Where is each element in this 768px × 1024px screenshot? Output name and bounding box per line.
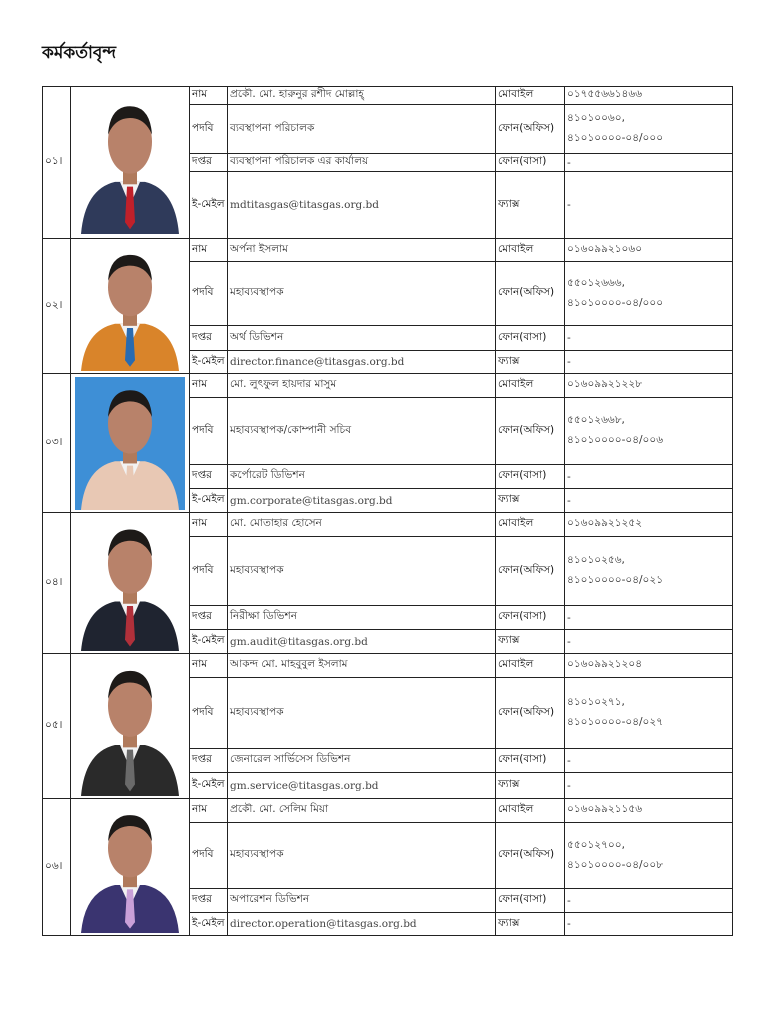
officer-row-name — [43, 239, 733, 262]
officer-mobile: ০১৬০৯৯২১২০৪ — [565, 654, 733, 678]
officer-phone-office — [565, 537, 733, 606]
officer-phone-office — [565, 105, 733, 154]
officer-email[interactable]: gm.audit@titasgas.org.bd — [228, 630, 496, 654]
officer-office: জেনারেল সার্ভিসেস ডিভিশন — [228, 749, 496, 773]
designation-label: পদবি — [190, 678, 228, 749]
phone-home-label: ফোন(বাসা) — [496, 465, 565, 489]
officer-email[interactable]: mdtitasgas@titasgas.org.bd — [228, 172, 496, 239]
officer-designation: ব্যবস্থাপনা পরিচালক — [228, 105, 496, 154]
officer-serial: ০১। — [43, 87, 71, 239]
office-label: দপ্তর — [190, 749, 228, 773]
officer-phone-home: - — [565, 606, 733, 630]
officer-row-name — [43, 654, 733, 678]
fax-label: ফ্যাক্স — [496, 489, 565, 513]
officer-portrait-image — [75, 242, 185, 371]
officer-photo — [71, 513, 190, 654]
officer-office: ব্যবস্থাপনা পরিচালক এর কার্যালয় — [228, 154, 496, 172]
officer-designation: মহাব্যবস্থাপক — [228, 537, 496, 606]
phone-home-label: ফোন(বাসা) — [496, 889, 565, 913]
designation-label: পদবি — [190, 537, 228, 606]
name-label: নাম — [190, 654, 228, 678]
officer-phone-office-line-1: ৪১০১০২৫৬, — [567, 554, 625, 567]
phone-home-label: ফোন(বাসা) — [496, 326, 565, 351]
email-label: ই-মেইল — [190, 913, 228, 936]
email-label: ই-মেইল — [190, 630, 228, 654]
officer-row-name — [43, 87, 733, 105]
officer-fax: - — [565, 351, 733, 374]
officer-serial: ০৫। — [43, 654, 71, 799]
officer-phone-office-line-1: ৫৫০১২৬৬৬, — [567, 276, 625, 289]
officer-fax: - — [565, 489, 733, 513]
officer-portrait-image — [75, 657, 185, 796]
officer-photo — [71, 799, 190, 936]
officer-photo — [71, 239, 190, 374]
officer-serial: ০৪। — [43, 513, 71, 654]
office-label: দপ্তর — [190, 154, 228, 172]
mobile-label: মোবাইল — [496, 87, 565, 105]
officer-serial: ০৬। — [43, 799, 71, 936]
fax-label: ফ্যাক্স — [496, 630, 565, 654]
phone-office-label: ফোন(অফিস) — [496, 823, 565, 889]
office-label: দপ্তর — [190, 606, 228, 630]
officer-phone-office-line-2: ৪১০১০০০০-০৪/০২১ — [567, 574, 664, 586]
name-label: নাম — [190, 799, 228, 823]
designation-label: পদবি — [190, 398, 228, 465]
officer-phone-office — [565, 398, 733, 465]
phone-office-label: ফোন(অফিস) — [496, 537, 565, 606]
officer-name: অর্পনা ইসলাম — [228, 239, 496, 262]
mobile-label: মোবাইল — [496, 374, 565, 398]
officer-portrait-image — [75, 377, 185, 510]
officer-portrait-image — [75, 802, 185, 933]
officer-photo — [71, 374, 190, 513]
name-label: নাম — [190, 87, 228, 105]
officers-table-body — [43, 87, 733, 936]
officer-name: আকন্দ মো. মাহবুবুল ইসলাম — [228, 654, 496, 678]
email-label: ই-মেইল — [190, 773, 228, 799]
officer-row-name — [43, 374, 733, 398]
phone-office-label: ফোন(অফিস) — [496, 398, 565, 465]
officer-name: মো. লুৎফুল হায়দার মাসুম — [228, 374, 496, 398]
officer-phone-office-line-1: ৫৫০১২৭০০, — [567, 838, 625, 851]
name-label: নাম — [190, 513, 228, 537]
officer-email[interactable]: director.finance@titasgas.org.bd — [228, 351, 496, 374]
officer-phone-office-line-1: ৪১০১০০৬০, — [567, 112, 625, 125]
officer-row-name — [43, 799, 733, 823]
mobile-label: মোবাইল — [496, 654, 565, 678]
designation-label: পদবি — [190, 823, 228, 889]
fax-label: ফ্যাক্স — [496, 913, 565, 936]
officer-email[interactable]: gm.corporate@titasgas.org.bd — [228, 489, 496, 513]
officer-designation: মহাব্যবস্থাপক/কোম্পানী সচিব — [228, 398, 496, 465]
office-label: দপ্তর — [190, 326, 228, 351]
officer-mobile: ০১৭৫৫৬৬১৪৬৬ — [565, 87, 733, 105]
mobile-label: মোবাইল — [496, 513, 565, 537]
phone-home-label: ফোন(বাসা) — [496, 749, 565, 773]
officer-name: মো. মোতাহার হোসেন — [228, 513, 496, 537]
officer-phone-office-line-2: ৪১০১০০০০-০৪/০০০ — [567, 296, 664, 309]
officer-serial: ০২। — [43, 239, 71, 374]
phone-home-label: ফোন(বাসা) — [496, 606, 565, 630]
officer-phone-office-line-2: ৪১০১০০০০-০৪/০০০ — [567, 132, 664, 144]
officer-fax: - — [565, 172, 733, 239]
officer-phone-home: - — [565, 326, 733, 351]
phone-office-label: ফোন(অফিস) — [496, 678, 565, 749]
officer-photo — [71, 87, 190, 239]
designation-label: পদবি — [190, 262, 228, 326]
officer-phone-office-line-1: ৪১০১০২৭১, — [567, 696, 625, 709]
officers-table — [42, 86, 733, 936]
officer-phone-home: - — [565, 749, 733, 773]
officer-fax: - — [565, 630, 733, 654]
name-label: নাম — [190, 239, 228, 262]
phone-home-label: ফোন(বাসা) — [496, 154, 565, 172]
officer-office: নিরীক্ষা ডিভিশন — [228, 606, 496, 630]
officer-row-name — [43, 513, 733, 537]
officer-phone-office — [565, 262, 733, 326]
email-label: ই-মেইল — [190, 172, 228, 239]
officer-email[interactable]: director.operation@titasgas.org.bd — [228, 913, 496, 936]
designation-label: পদবি — [190, 105, 228, 154]
officer-name: প্রকৌ. মো. সেলিম মিয়া — [228, 799, 496, 823]
office-label: দপ্তর — [190, 465, 228, 489]
officer-mobile: ০১৬০৯৯২১০৬০ — [565, 239, 733, 262]
officer-portrait-image — [75, 92, 185, 234]
officer-designation: মহাব্যবস্থাপক — [228, 823, 496, 889]
officer-office: কর্পোরেট ডিভিশন — [228, 465, 496, 489]
phone-office-label: ফোন(অফিস) — [496, 262, 565, 326]
officer-phone-office — [565, 823, 733, 889]
mobile-label: মোবাইল — [496, 799, 565, 823]
officer-fax: - — [565, 773, 733, 799]
officer-portrait-image — [75, 516, 185, 651]
officer-phone-home: - — [565, 154, 733, 172]
officer-name: প্রকৌ. মো. হারুনুর রশীদ মোল্লাহ্ — [228, 87, 496, 105]
officer-designation: মহাব্যবস্থাপক — [228, 678, 496, 749]
officer-mobile: ০১৬০৯৯২১১৫৬ — [565, 799, 733, 823]
officer-photo — [71, 654, 190, 799]
mobile-label: মোবাইল — [496, 239, 565, 262]
officer-phone-office-line-2: ৪১০১০০০০-০৪/০০৮ — [567, 858, 664, 871]
officer-phone-office-line-2: ৪১০১০০০০-০৪/০২৭ — [567, 716, 664, 728]
officer-phone-home: - — [565, 889, 733, 913]
officer-phone-office — [565, 678, 733, 749]
officer-fax: - — [565, 913, 733, 936]
officer-phone-office-line-2: ৪১০১০০০০-০৪/০০৬ — [567, 434, 664, 446]
fax-label: ফ্যাক্স — [496, 773, 565, 799]
officer-designation: মহাব্যবস্থাপক — [228, 262, 496, 326]
page-title: কর্মকর্তাবৃন্দ — [42, 43, 117, 63]
officer-phone-home: - — [565, 465, 733, 489]
officer-email[interactable]: gm.service@titasgas.org.bd — [228, 773, 496, 799]
officer-mobile: ০১৬০৯৯২১২৫২ — [565, 513, 733, 537]
email-label: ই-মেইল — [190, 489, 228, 513]
office-label: দপ্তর — [190, 889, 228, 913]
officer-serial: ০৩। — [43, 374, 71, 513]
officer-mobile: ০১৬০৯৯২১২২৮ — [565, 374, 733, 398]
name-label: নাম — [190, 374, 228, 398]
officer-office: অর্থ ডিভিশন — [228, 326, 496, 351]
officer-phone-office-line-1: ৫৫০১২৬৬৮, — [567, 414, 625, 427]
fax-label: ফ্যাক্স — [496, 172, 565, 239]
fax-label: ফ্যাক্স — [496, 351, 565, 374]
phone-office-label: ফোন(অফিস) — [496, 105, 565, 154]
officer-office: অপারেশন ডিভিশন — [228, 889, 496, 913]
email-label: ই-মেইল — [190, 351, 228, 374]
